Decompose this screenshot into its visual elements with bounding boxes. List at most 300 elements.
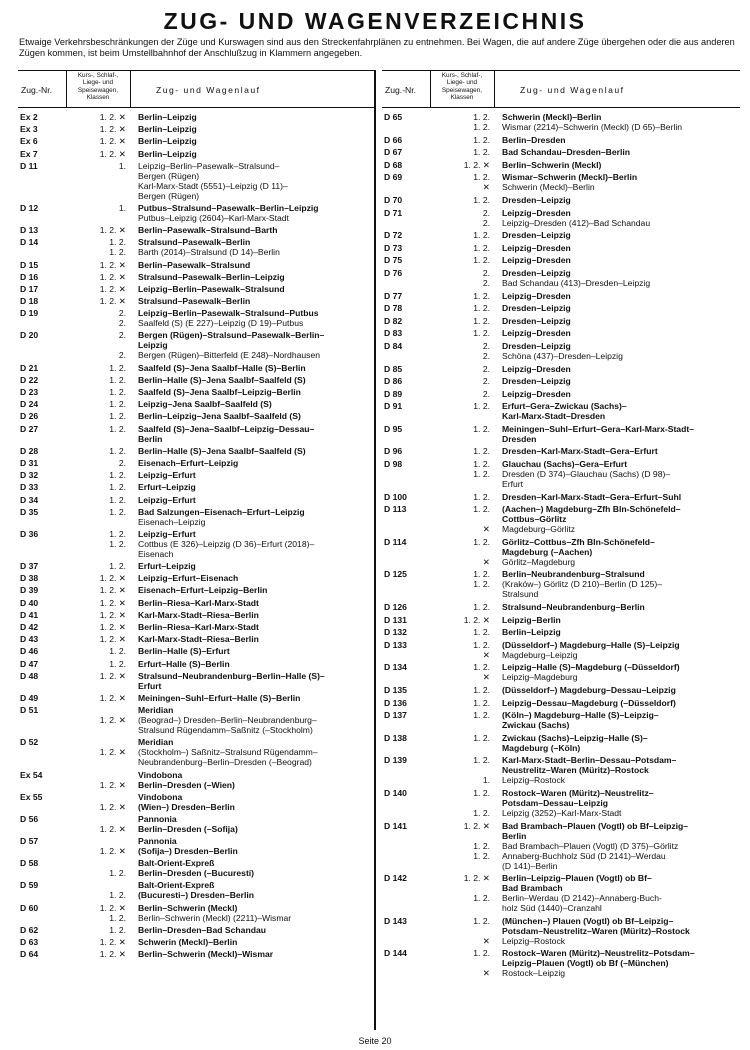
route-line [382, 851, 740, 861]
class-info: 1. 2. [473, 255, 490, 266]
train-number: D 134 [384, 662, 407, 673]
route-text: Dresden–Karl-Marx-Stadt–Gera–Erfurt [502, 446, 658, 457]
train-number: D 82 [384, 315, 403, 326]
class-info: 2. [118, 318, 126, 329]
route-line [18, 247, 376, 257]
train-number: D 57 [20, 836, 39, 847]
train-number: D 24 [20, 399, 39, 410]
train-number: D 132 [384, 627, 407, 638]
route-text: Erfurt [502, 479, 524, 490]
route-text: Leipzig–Dresden [502, 363, 571, 374]
table-row [382, 424, 740, 444]
route-text: Karl-Marx-Stadt (5551)–Leipzig (D 11)– [138, 180, 288, 191]
route-text: Berlin [138, 433, 163, 444]
header-zug: Zug.-Nr. [21, 85, 53, 95]
right-table-body [382, 112, 740, 978]
route-text: Stralsund–Pasewalk–Berlin–Leipzig [138, 271, 285, 282]
route-line [382, 672, 740, 682]
route-text: Leipzig–Dessau–Magdeburg (–Düsseldorf) [502, 697, 676, 708]
train-number: D 77 [384, 290, 403, 301]
route-line [18, 213, 376, 223]
table-row [18, 610, 376, 620]
route-line [18, 434, 376, 444]
class-info: 1. 2. [109, 658, 126, 669]
route-line [18, 610, 376, 620]
class-info: 1. 2. [109, 912, 126, 923]
table-row [18, 411, 376, 421]
train-number: D 125 [384, 569, 407, 580]
table-row [382, 291, 740, 301]
table-row [382, 389, 740, 399]
route-text: Berlin–Riesa–Karl-Marx-Stadt [138, 597, 259, 608]
route-line [382, 831, 740, 841]
route-line [18, 780, 376, 790]
train-number: D 20 [20, 330, 39, 341]
route-line [18, 868, 376, 878]
route-text: Wismar–Schwerin (Meckl)–Berlin [502, 172, 638, 183]
route-line [382, 765, 740, 775]
route-line [18, 136, 376, 146]
route-line [382, 504, 740, 514]
route-line [382, 948, 740, 958]
route-line [18, 770, 376, 780]
train-number: Ex 2 [20, 112, 38, 122]
train-number: D 49 [20, 692, 39, 703]
route-text: Vindobona [138, 769, 183, 780]
route-text: Dresden [502, 433, 537, 444]
route-text: holz Süd (1440)–Cranzahl [502, 903, 602, 914]
route-line [18, 622, 376, 632]
train-number: D 43 [20, 634, 39, 645]
route-line [18, 237, 376, 247]
route-text: Berlin–Dresden (–Bucuresti) [138, 868, 255, 879]
class-info: 2. [118, 308, 126, 319]
route-line [382, 602, 740, 612]
class-info: 1. 2. ✕ [99, 949, 126, 960]
route-text: Dresden–Leipzig [502, 340, 571, 351]
class-info: 1. 2. ✕ [99, 148, 126, 159]
route-line [382, 376, 740, 386]
table-row [382, 208, 740, 228]
route-text: Leipzig [138, 340, 168, 351]
route-line [382, 341, 740, 351]
route-line [18, 539, 376, 549]
class-info: 1. 2. [109, 423, 126, 434]
page-number: Seite 20 [358, 1036, 392, 1046]
route-line [18, 693, 376, 703]
route-text: Dresden–Leipzig [502, 376, 571, 387]
table-row [382, 948, 740, 978]
header-rule [430, 71, 431, 107]
route-text: Eisenach–Erfurt–Leipzig–Berlin [138, 585, 268, 596]
route-line [382, 861, 740, 871]
class-info: 1. 2. [109, 387, 126, 397]
class-info: 1. 2. [109, 362, 126, 373]
class-info: 1. 2. ✕ [99, 259, 126, 270]
route-line [18, 802, 376, 812]
class-info: 1. [482, 775, 490, 786]
table-row [18, 136, 376, 146]
route-line [382, 479, 740, 489]
table-row [382, 640, 740, 660]
route-text: Bergen (Rügen)–Bitterfeld (E 248)–Nordhausen [138, 350, 321, 361]
class-info: 1. 2. ✕ [99, 902, 126, 913]
route-text: Bad Brambach [502, 883, 563, 894]
table-row [18, 296, 376, 306]
route-text: Leipzig–Magdeburg [502, 672, 578, 683]
route-line [18, 225, 376, 235]
train-number: D 63 [20, 937, 39, 947]
class-info: 2. [482, 267, 490, 278]
class-info: 1. 2. ✕ [99, 670, 126, 681]
route-line [18, 171, 376, 181]
class-info: 1. 2. [473, 807, 490, 818]
table-row [382, 873, 740, 913]
route-text: Leipzig–Erfurt [138, 470, 196, 481]
route-line [18, 507, 376, 517]
class-info: 1. 2. [473, 639, 490, 650]
header-klassen: Kurs-, Schlaf-, Liege- und Speisewagen, Klassen [441, 72, 483, 102]
route-line [18, 318, 376, 328]
route-text: Eisenach [138, 548, 174, 559]
route-line [382, 135, 740, 145]
route-line [18, 340, 376, 350]
class-info: 1. 2. ✕ [99, 573, 126, 584]
route-text: Berlin–Dresden (–Sofija) [138, 823, 238, 834]
table-row [18, 880, 376, 900]
route-line [382, 208, 740, 218]
route-text: Annaberg-Buchholz Süd (D 2141)–Werdau [502, 850, 666, 861]
class-info: 1. 2. [473, 172, 490, 183]
class-info: 1. 2. [473, 230, 490, 241]
route-line [18, 549, 376, 559]
class-info: 1. 2. [473, 685, 490, 695]
table-row [18, 260, 376, 270]
class-info: 1. 2. ✕ [99, 597, 126, 608]
table-row [18, 507, 376, 527]
class-info: 1. 2. [109, 411, 126, 422]
route-text: Schwerin (Meckl)–Berlin [502, 182, 595, 193]
table-row [382, 685, 740, 695]
table-row [18, 112, 376, 122]
route-text: Balt-Orient-Expreß [138, 880, 215, 891]
route-line [382, 627, 740, 637]
route-line [18, 792, 376, 802]
route-text: Meiningen–Suhl–Erfurt–Gera–Karl-Marx-Stadt– [502, 423, 694, 434]
table-row [382, 459, 740, 489]
route-text: Schöna (437)–Dresden–Leipzig [502, 350, 623, 361]
class-info: 1. 2. ✕ [99, 283, 126, 294]
route-line [18, 671, 376, 681]
train-number: D 75 [384, 255, 403, 266]
class-info: 1. 2. [109, 528, 126, 539]
train-number: D 33 [20, 482, 39, 493]
route-line [382, 492, 740, 502]
route-text: Putbus–Leipzig (2604)–Karl-Marx-Stadt [138, 212, 289, 223]
table-row [18, 705, 376, 735]
route-text: Magdeburg (–Köln) [502, 742, 581, 753]
table-header [18, 70, 376, 108]
table-row [382, 492, 740, 502]
route-line [18, 858, 376, 868]
route-text: Zwickau (Sachs)–Leipzig–Halle (S)– [502, 732, 648, 743]
train-number: D 126 [384, 602, 407, 613]
class-info: 1. 2. [109, 482, 126, 493]
route-text: Berlin–Leipzig [138, 124, 197, 135]
table-row [382, 160, 740, 170]
train-number: D 35 [20, 506, 39, 517]
route-line [18, 161, 376, 171]
route-line [18, 363, 376, 373]
route-text: Berlin–Leipzig–Plauen (Vogtl) ob Bf– [502, 873, 652, 884]
train-number: D 19 [20, 308, 39, 319]
route-line [18, 399, 376, 409]
route-text: Leipzig–Dresden [502, 328, 571, 339]
class-info: 1. 2. ✕ [463, 614, 490, 625]
route-text: Görlitz–Cottbus–Zfh Bln-Schönefeld– [502, 536, 655, 547]
route-line [382, 662, 740, 672]
table-row [18, 470, 376, 480]
route-line [18, 458, 376, 468]
route-text: Leipzig–Erfurt [138, 528, 196, 539]
route-line [382, 743, 740, 753]
route-line [382, 650, 740, 660]
route-line [382, 195, 740, 205]
table-row [18, 622, 376, 632]
class-info: 1. 2. [109, 494, 126, 505]
class-info: 2. [118, 350, 126, 361]
train-number: D 143 [384, 915, 407, 926]
route-line [382, 775, 740, 785]
class-info: 1. 2. [473, 469, 490, 480]
route-line [382, 278, 740, 288]
route-text: Saalfeld (S)–Jena Saalbf–Halle (S)–Berlin [138, 362, 306, 373]
right-column [382, 70, 740, 1030]
table-row [382, 268, 740, 288]
route-text: Berlin–Pasewalk–Stralsund–Barth [138, 225, 278, 236]
route-text: (Beograd–) Dresden–Berlin–Neubrandenburg– [138, 715, 317, 726]
route-text: Erfurt–Leipzig [138, 482, 196, 493]
table-row [18, 836, 376, 856]
class-info: 1. 2. [473, 328, 490, 339]
train-number: D 11 [20, 160, 38, 171]
route-text: Leipzig–Berlin–Pasewalk–Stralsund [138, 283, 285, 294]
train-number: D 17 [20, 283, 39, 294]
route-line [18, 446, 376, 456]
route-line [382, 579, 740, 589]
class-info: 1. 2. [473, 840, 490, 851]
route-text: Dresden–Karl-Marx-Stadt–Gera–Erfurt–Suhl [502, 491, 682, 502]
route-text: Stralsund [502, 589, 539, 600]
route-text: Neubrandenburg–Berlin–Dresden (–Beograd) [138, 757, 312, 768]
table-row [18, 124, 376, 134]
route-line [382, 524, 740, 534]
class-info: 1. 2. [473, 459, 490, 470]
class-info: 2. [118, 457, 126, 468]
train-number: D 76 [384, 267, 403, 278]
route-text: Karl-Marx-Stadt–Berlin–Dessau–Potsdam– [502, 755, 677, 766]
train-number: D 12 [20, 202, 39, 213]
class-info: 1. 2. [473, 948, 490, 959]
route-text: Karl-Marx-Stadt–Dresden [502, 411, 606, 422]
train-number: D 138 [384, 732, 407, 743]
train-number: D 91 [384, 401, 403, 412]
train-number: D 14 [20, 237, 39, 248]
header-lauf: Zug- und Wagenlauf [520, 85, 625, 95]
table-row [18, 225, 376, 235]
route-text: Wismar (2214)–Schwerin (Meckl) (D 65)–Berlin [502, 122, 683, 132]
route-text: Berlin–Leipzig [138, 136, 197, 147]
class-info: 1. 2. [473, 504, 490, 515]
train-number: D 73 [384, 242, 403, 253]
class-info: 1. 2. [109, 247, 126, 258]
train-number: D 27 [20, 423, 39, 434]
route-line [382, 841, 740, 851]
class-info: 2. [482, 388, 490, 399]
table-row [382, 821, 740, 871]
train-number: D 59 [20, 880, 39, 891]
class-info: 1. 2. [109, 561, 126, 572]
class-info: 1. 2. [473, 112, 490, 122]
table-row [18, 446, 376, 456]
train-number: D 131 [384, 614, 407, 625]
route-text: Schwerin (Meckl)–Berlin [138, 937, 238, 947]
table-row [382, 916, 740, 946]
table-row [18, 598, 376, 608]
route-text: Berlin–Dresden–Bad Schandau [138, 924, 266, 935]
class-info: 2. [482, 217, 490, 228]
table-row [18, 149, 376, 159]
table-row [382, 755, 740, 785]
class-info: 1. 2. ✕ [99, 112, 126, 122]
class-info: ✕ [482, 968, 490, 979]
route-line [382, 755, 740, 765]
route-line [382, 364, 740, 374]
route-text: Leipzig–Dresden [502, 290, 571, 301]
route-text: Berlin–Schwerin (Meckl)–Wismar [138, 949, 274, 960]
route-text: Berlin–Dresden (–Wien) [138, 779, 235, 790]
table-row [18, 573, 376, 583]
route-text: Bergen (Rügen) [138, 190, 200, 201]
route-text: Dresden–Leipzig [502, 315, 571, 326]
route-line [382, 469, 740, 479]
route-text: Bergen (Rügen) [138, 170, 200, 181]
route-text: Berlin–Schwerin (Meckl) [502, 159, 602, 170]
table-row [382, 537, 740, 567]
class-info: 1. 2. [473, 491, 490, 502]
table-row [382, 602, 740, 612]
route-line [382, 615, 740, 625]
train-number: D 26 [20, 411, 39, 422]
route-line [18, 296, 376, 306]
train-number: D 18 [20, 296, 39, 307]
class-info: 1. 2. ✕ [99, 622, 126, 632]
class-info: ✕ [482, 649, 490, 660]
class-info: 1. 2. ✕ [99, 634, 126, 645]
route-text: Berlin–Leipzig [138, 148, 197, 159]
train-number: D 58 [20, 858, 39, 869]
route-text: Vindobona [138, 791, 183, 802]
table-row [18, 363, 376, 373]
intro-text: Etwaige Verkehrsbeschränkungen der Züge und Kurswagen sind aus den Streckenfahrplänen zu entnehmen. Bei Wagen, die auf andere Züge übergehen oder die aus anderen Zügen kommen, ist beim Umstellbahnhof der Anschlußzug in Klammern angegeben. [19, 37, 735, 58]
route-text: Cottbus–Görlitz [502, 514, 567, 525]
route-text: Zwickau (Sachs) [502, 720, 570, 731]
train-number: D 23 [20, 387, 39, 397]
train-number: D 31 [20, 457, 39, 468]
table-row [382, 446, 740, 456]
class-info: 2. [482, 207, 490, 218]
route-line [382, 112, 740, 122]
class-info: 1. 2. [109, 237, 126, 248]
route-line [18, 681, 376, 691]
route-line [382, 936, 740, 946]
route-text: Erfurt–Gera–Zwickau (Sachs)– [502, 401, 627, 412]
class-info: 1. 2. [473, 602, 490, 613]
train-number: D 66 [384, 134, 403, 145]
route-line [382, 182, 740, 192]
route-text: Dresden–Leipzig [502, 194, 571, 205]
class-info: 1. 2. [473, 401, 490, 412]
route-line [18, 203, 376, 213]
route-text: Potsdam–Dessau–Leipzig [502, 797, 609, 808]
route-text: Stralsund Rügendamm–Saßnitz (–Stockholm) [138, 725, 313, 736]
route-text: Saalfeld (S)–Jena–Saalbf–Leipzig–Dessau– [138, 423, 315, 434]
route-text: Berlin–Schwerin (Meckl) [138, 902, 238, 913]
route-text: Leipzig–Dresden (412)–Bad Schandau [502, 217, 651, 228]
route-line [18, 705, 376, 715]
route-text: Berlin–Halle (S)–Erfurt [138, 646, 230, 657]
train-number: D 56 [20, 813, 39, 824]
route-line [382, 883, 740, 893]
route-line [18, 747, 376, 757]
class-info: 1. 2. [109, 924, 126, 935]
route-line [18, 482, 376, 492]
route-line [382, 821, 740, 831]
table-row [382, 341, 740, 361]
route-line [382, 351, 740, 361]
route-line [18, 646, 376, 656]
class-info: 1. 2. ✕ [99, 225, 126, 236]
route-text: Erfurt–Halle (S)–Berlin [138, 658, 230, 669]
route-line [18, 330, 376, 340]
route-line [382, 243, 740, 253]
route-line [382, 291, 740, 301]
route-line [382, 514, 740, 524]
table-row [382, 316, 740, 326]
route-line [18, 824, 376, 834]
route-text: Eisenach–Leipzig [138, 516, 206, 527]
route-text: Leipzig–Berlin [502, 614, 561, 625]
route-text: Leipzig–Berlin–Pasewalk–Stralsund– [138, 160, 280, 171]
class-info: ✕ [482, 524, 490, 535]
route-line [382, 569, 740, 579]
route-text: Bad Brambach–Plauen (Vogtl) ob Bf–Leipzig– [502, 820, 689, 831]
class-info: 1. 2. [473, 446, 490, 457]
train-number: D 28 [20, 445, 39, 456]
table-row [382, 698, 740, 708]
route-text: Stralsund–Pasewalk–Berlin [138, 296, 251, 307]
class-info: 1. 2. ✕ [99, 124, 126, 135]
route-line [18, 814, 376, 824]
train-number: D 136 [384, 697, 407, 708]
route-line [382, 903, 740, 913]
route-text: Leipzig–Rostock [502, 935, 566, 946]
route-text: Leipzig–Halle (S)–Magdeburg (–Düsseldorf) [502, 662, 680, 673]
route-line [382, 401, 740, 411]
class-info: 1. 2. ✕ [99, 136, 126, 147]
route-line [18, 890, 376, 900]
table-row [18, 585, 376, 595]
